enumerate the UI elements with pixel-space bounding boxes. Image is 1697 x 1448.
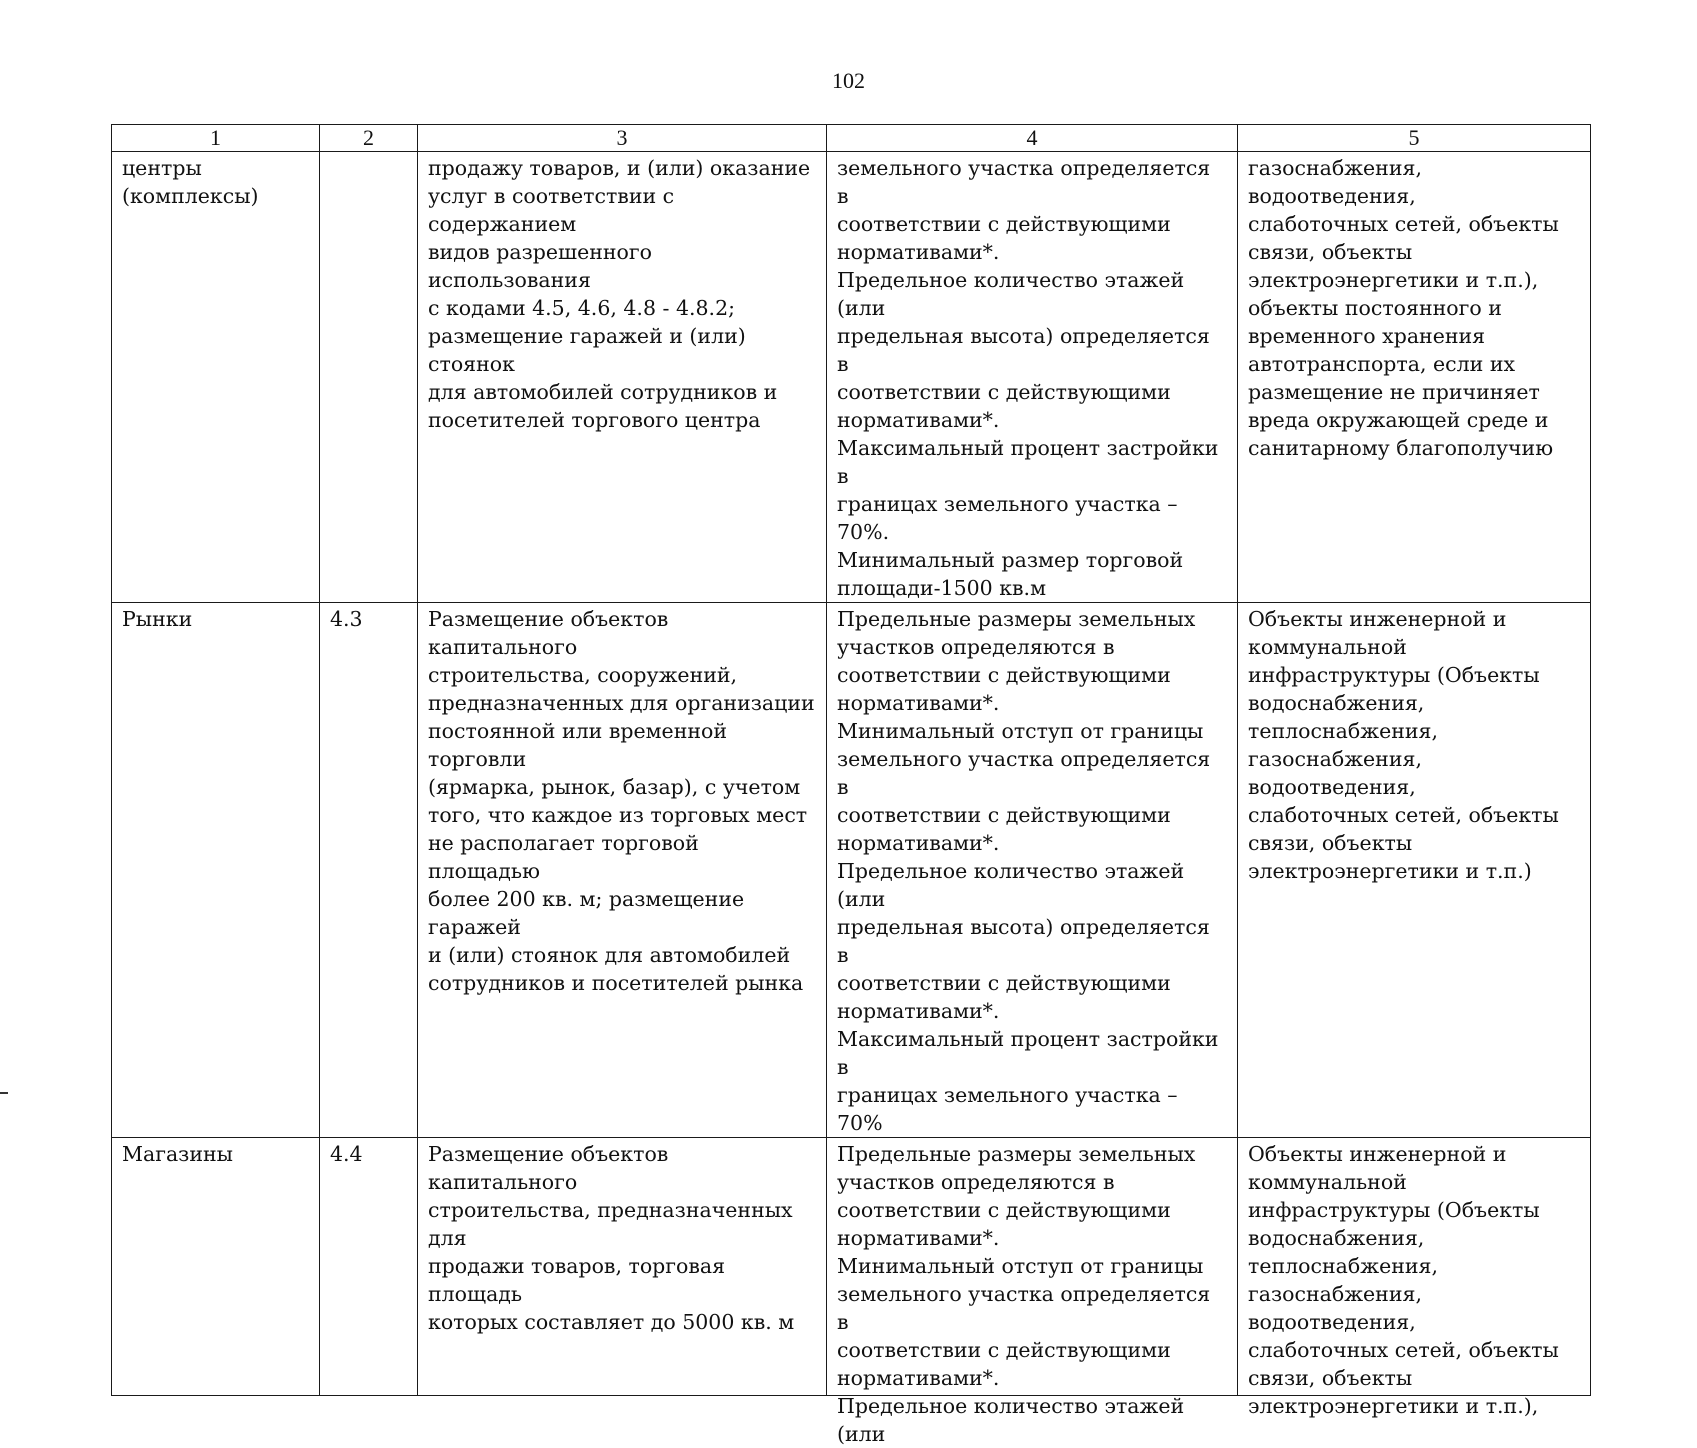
use-name: центры (комплексы) xyxy=(122,156,259,208)
use-name-cell xyxy=(112,603,320,1138)
page-number: 102 xyxy=(832,68,865,93)
use-description: продажу товаров, и (или) оказание услуг в соответствии с содержанием видов разрешенного использования с кодами 4.5, 4.6, 4.8 - 4.8.2; размещение гаражей и (или) стоянок для автомобилей сотрудников и посетителей торгового центра xyxy=(428,156,811,432)
auxiliary-uses-cell xyxy=(1238,152,1591,603)
table-row xyxy=(112,1138,1591,1396)
use-parameters: Предельные размеры земельных участков определяются в соответствии с действующими нормативами*. Минимальный отступ от границы земельного участка определяется в соответствии с действующими нормативами*. Предельное количество этажей (или xyxy=(837,1142,1211,1446)
column-header-3: 3 xyxy=(418,125,827,152)
use-code-cell xyxy=(320,1138,418,1396)
auxiliary-uses-cell xyxy=(1238,603,1591,1138)
auxiliary-uses-cell xyxy=(1238,1138,1591,1418)
use-code: 4.3 xyxy=(330,607,363,631)
use-parameters-cell xyxy=(827,1138,1238,1446)
use-description-cell xyxy=(418,1138,827,1396)
use-code-cell xyxy=(320,152,418,603)
use-description-cell xyxy=(418,152,827,603)
column-header-2: 2 xyxy=(320,125,418,152)
use-name: Магазины xyxy=(122,1142,233,1166)
use-parameters-cell xyxy=(827,152,1238,603)
column-header-5: 5 xyxy=(1238,125,1591,152)
use-code: 4.4 xyxy=(330,1142,363,1166)
use-code-cell xyxy=(320,603,418,1138)
land-use-table xyxy=(111,124,1591,1446)
column-header-4: 4 xyxy=(827,125,1238,152)
use-name-cell xyxy=(112,152,320,603)
use-name-cell xyxy=(112,1138,320,1396)
use-name: Рынки xyxy=(122,607,193,631)
auxiliary-uses: Объекты инженерной и коммунальной инфраструктуры (Объекты водоснабжения, теплоснабжения, газоснабжения, водоотведения, слаботочных сетей, объекты связи, объекты электроэнергетики и т.п.) xyxy=(1248,607,1559,883)
margin-mark xyxy=(0,1092,8,1094)
use-parameters-cell xyxy=(827,603,1238,1138)
use-description: Размещение объектов капитального строительства, предназначенных для продажи товаров, торговая площадь которых составляет до 5000 кв. м xyxy=(428,1142,795,1334)
table-row xyxy=(112,152,1591,603)
table-row xyxy=(112,603,1591,1138)
header-row xyxy=(112,125,1591,152)
auxiliary-uses: Объекты инженерной и коммунальной инфраструктуры (Объекты водоснабжения, теплоснабжения, газоснабжения, водоотведения, слаботочных сетей, объекты связи, объекты электроэнергетики и т.п.), xyxy=(1248,1142,1559,1418)
use-description: Размещение объектов капитального строительства, сооружений, предназначенных для организации постоянной или временной торговли (ярмарка, рынок, базар), с учетом того, что каждое из торговых мест не располагает торговой площадью более 200 кв. м; размещение гаражей и (или) стоянок для автомобилей сотрудников и посетителей рынка xyxy=(428,607,815,995)
use-parameters: Предельные размеры земельных участков определяются в соответствии с действующими нормативами*. Минимальный отступ от границы земельного участка определяется в соответствии с действующими нормативами*. Предельное количество этажей (или предельная высота) определяется в соответствии с действующими нормативами*. Максимальный процент застройки в границах земельного участка – 70% xyxy=(837,607,1219,1135)
use-parameters: земельного участка определяется в соответствии с действующими нормативами*. Предельное количество этажей (или предельная высота) определяется в соответствии с действующими нормативами*. Максимальный процент застройки в границах земельного участка – 70%. Минимальный размер торговой площади-1500 кв.м xyxy=(837,156,1219,600)
use-description-cell xyxy=(418,603,827,1138)
auxiliary-uses: газоснабжения, водоотведения, слаботочных сетей, объекты связи, объекты электроэнергетики и т.п.), объекты постоянного и временного хранения автотранспорта, если их размещение не причиняет вреда окружающей среде и санитарному благополучию xyxy=(1248,156,1559,460)
column-header-1: 1 xyxy=(112,125,320,152)
